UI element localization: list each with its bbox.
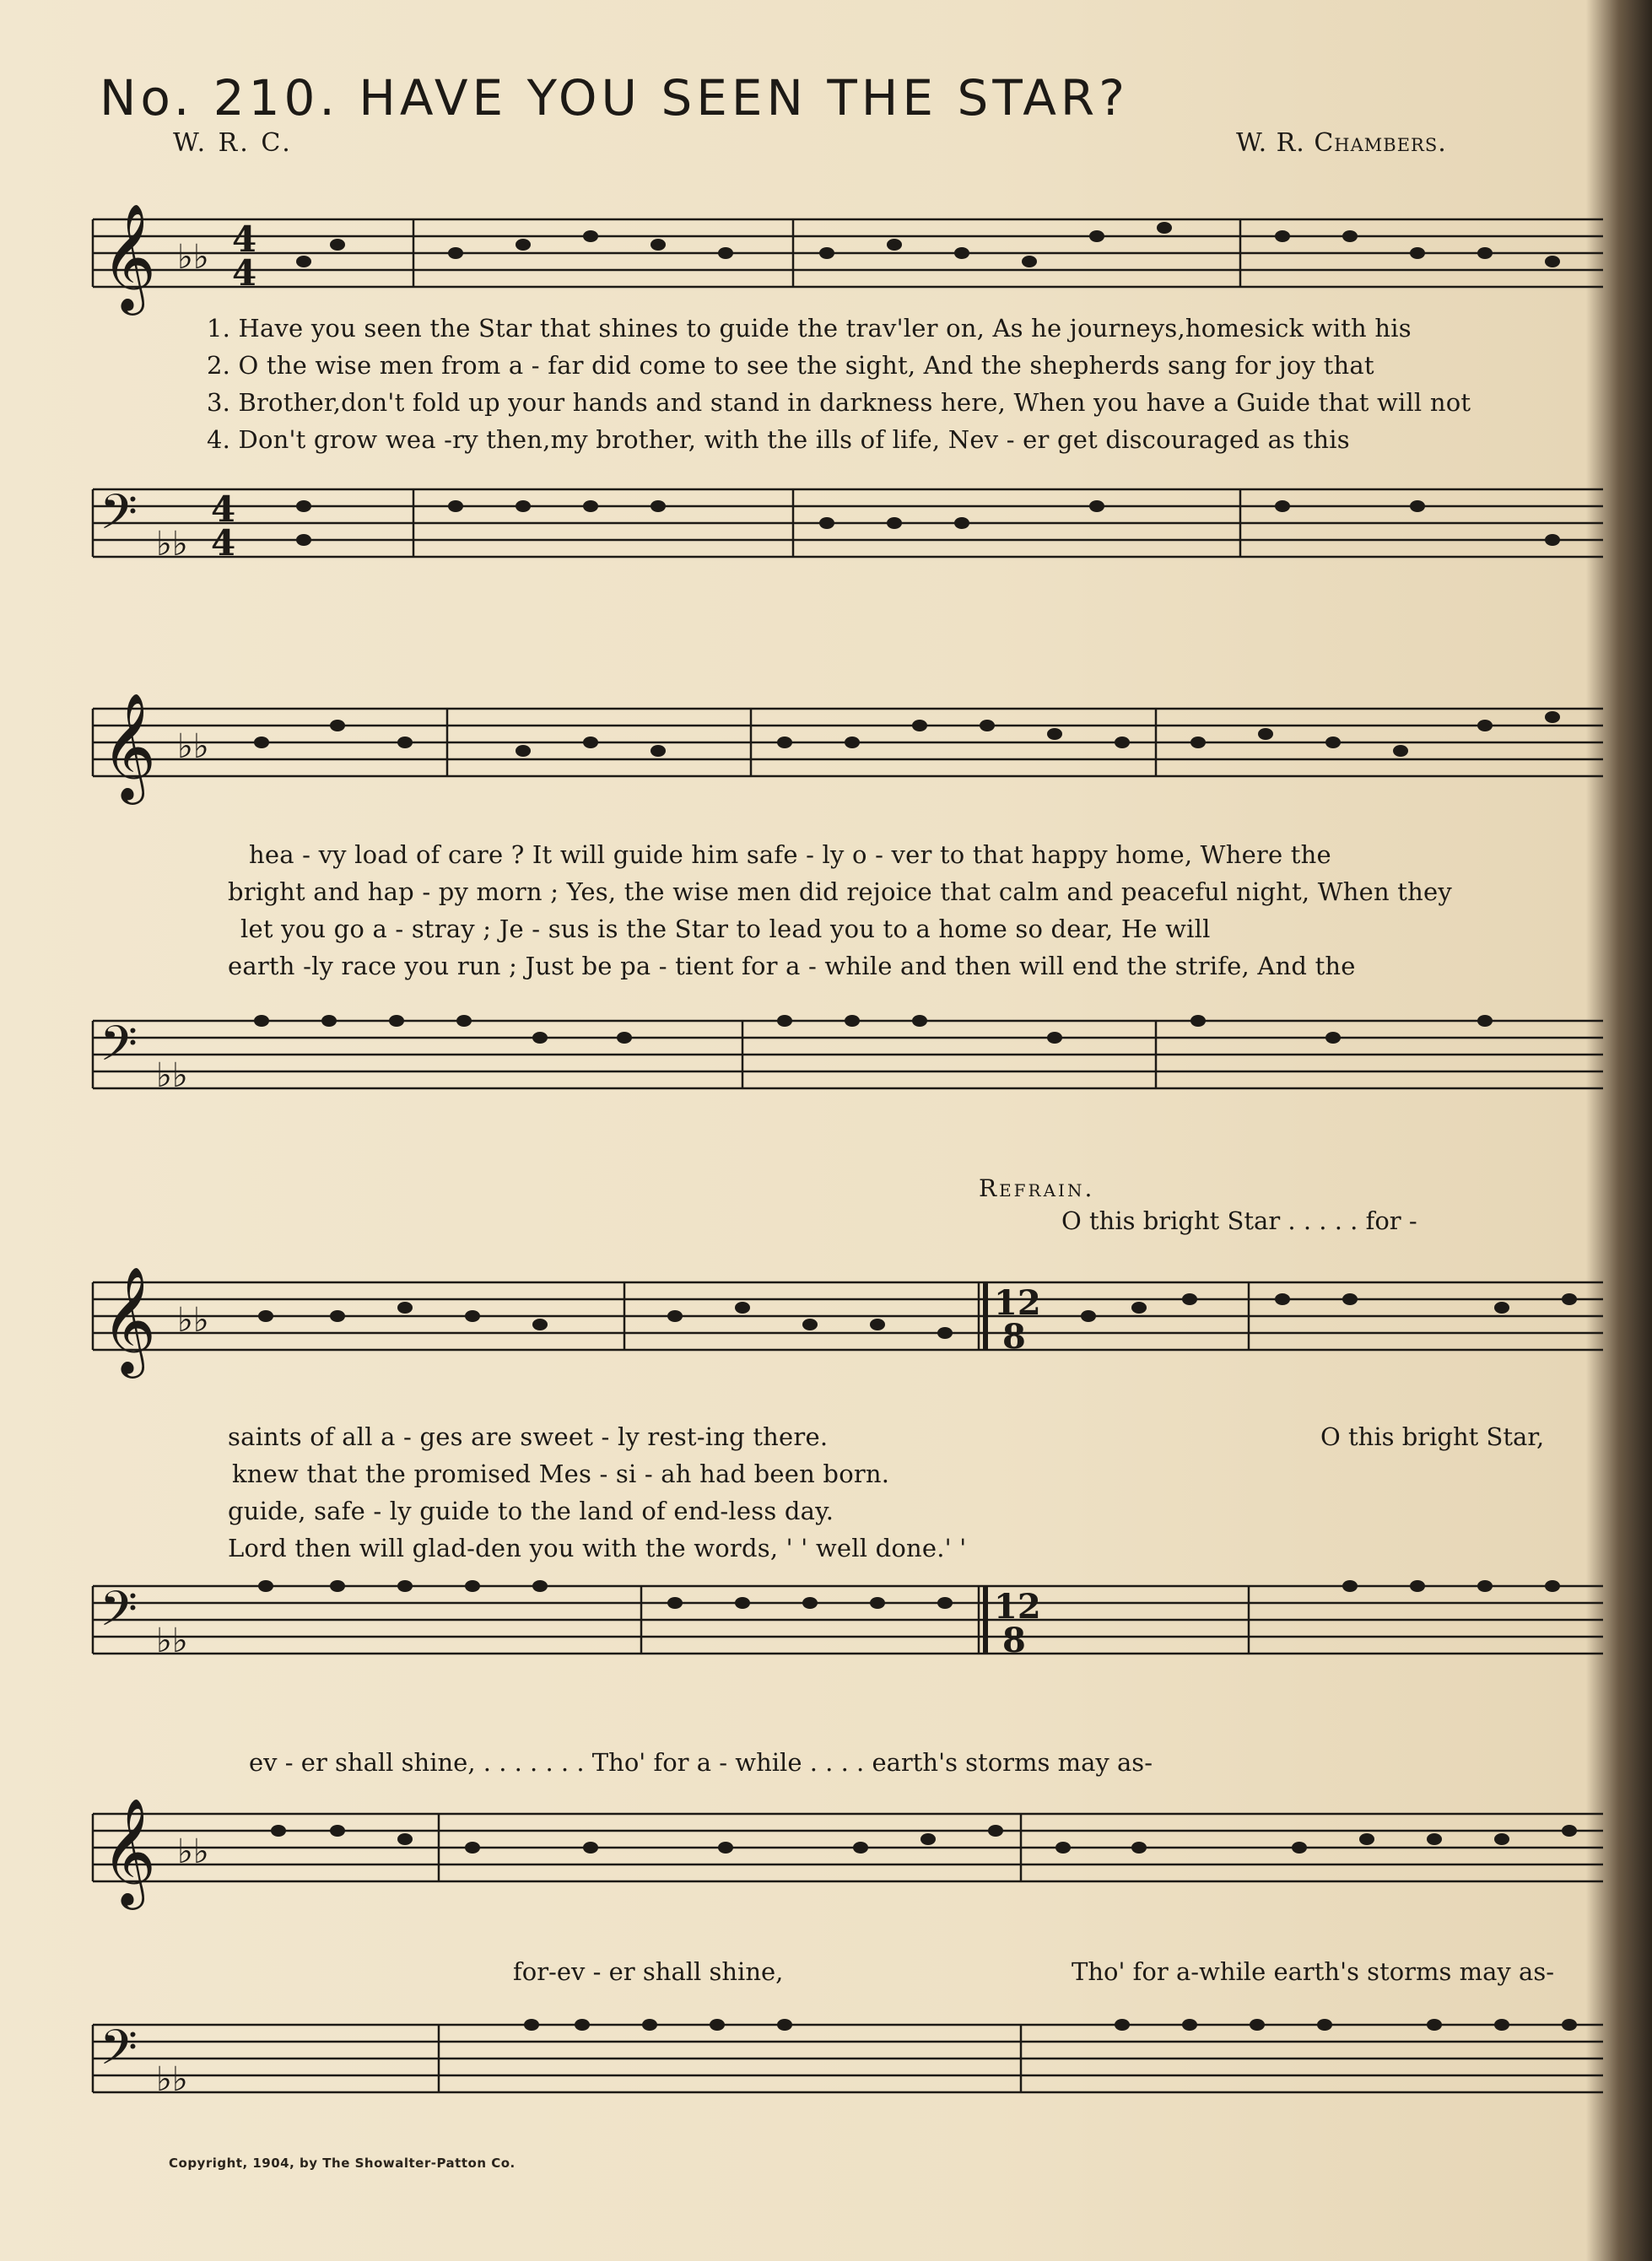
svg-text:12: 12	[994, 1283, 1041, 1323]
svg-text:𝄞: 𝄞	[101, 1265, 157, 1373]
bass-staff	[84, 2008, 1612, 2099]
verse-3-line-2: let you go a - stray ; Je - sus is the Star to lead you to a home so dear, He will	[240, 915, 1211, 943]
copyright-notice: Copyright, 1904, by The Showalter-Patton Co.	[169, 2156, 516, 2171]
verse-3-line-3: guide, safe - ly guide to the land of end-less day.	[228, 1497, 834, 1525]
verse-2-line-1: 2. O the wise men from a - far did come to see the sight, And the shepherds sang for joy that	[207, 351, 1374, 380]
svg-text:8: 8	[1002, 1621, 1026, 1660]
treble-staff	[84, 692, 1612, 800]
refrain-label: Refrain.	[979, 1174, 1095, 1202]
treble-staff	[84, 202, 1612, 310]
svg-text:♭♭: ♭♭	[156, 1056, 188, 1095]
svg-text:♭♭: ♭♭	[156, 2060, 188, 2099]
staff-lines	[84, 692, 1612, 810]
svg-text:8: 8	[1002, 1317, 1026, 1357]
svg-text:𝄢: 𝄢	[100, 1015, 138, 1084]
lyricist: W. R. C.	[173, 128, 293, 158]
svg-text:♭♭: ♭♭	[156, 1622, 188, 1660]
verse-1-line-3: saints of all a - ges are sweet - ly rest-ing there.	[228, 1422, 829, 1451]
composer: W. R. Chambers.	[1236, 128, 1447, 158]
verse-1-line-1: 1. Have you seen the Star that shines to guide the trav'ler on, As he journeys,homesick with his	[207, 314, 1412, 343]
svg-text:♭♭: ♭♭	[177, 238, 209, 277]
refrain-top-lyric: O this bright Star . . . . . for -	[1061, 1206, 1417, 1235]
verse-4-line-1: 4. Don't grow wea -ry then,my brother, with the ills of life, Nev - er get discouraged as this	[207, 425, 1350, 454]
svg-text:4: 4	[232, 219, 257, 260]
svg-text:𝄢: 𝄢	[100, 1580, 138, 1649]
treble-staff	[84, 1265, 1612, 1373]
staff-lines	[84, 2008, 1612, 2126]
svg-text:4: 4	[211, 488, 236, 530]
refrain-line-3a: for-ev - er shall shine,	[513, 1957, 784, 1986]
svg-text:𝄞: 𝄞	[101, 692, 157, 800]
refrain-line-2: ev - er shall shine, . . . . . . . Tho' for a - while . . . . earth's storms may as-	[249, 1748, 1153, 1777]
verse-3-line-1: 3. Brother,don't fold up your hands and stand in darkness here, When you have a Guide that will not	[207, 388, 1471, 417]
svg-text:𝄢: 𝄢	[100, 2019, 138, 2088]
staff-lines	[84, 1797, 1612, 1915]
refrain-line-3b: Tho' for a-while earth's storms may as-	[1072, 1957, 1554, 1986]
system-1	[84, 169, 1612, 641]
bass-staff	[84, 1004, 1612, 1095]
svg-text:𝄞: 𝄞	[101, 1797, 157, 1905]
staff-lines	[84, 1265, 1612, 1384]
verse-1-line-2: hea - vy load of care ? It will guide him safe - ly o - ver to that happy home, Where the	[249, 840, 1331, 869]
svg-text:4: 4	[211, 522, 236, 564]
svg-text:4: 4	[232, 252, 257, 294]
svg-text:♭♭: ♭♭	[177, 1301, 209, 1340]
staff-lines	[84, 1004, 1612, 1122]
svg-text:𝄢: 𝄢	[100, 483, 138, 553]
verse-2-line-2: bright and hap - py morn ; Yes, the wise men did rejoice that calm and peaceful night, When they	[228, 877, 1452, 906]
system-4	[84, 1780, 1612, 2134]
verse-4-line-2: earth -ly race you run ; Just be pa - tient for a - while and then will end the strife, And the	[228, 952, 1356, 980]
svg-text:𝄞: 𝄞	[101, 202, 157, 310]
system-2	[84, 675, 1612, 1130]
bass-staff	[84, 1569, 1612, 1660]
svg-text:♭♭: ♭♭	[177, 727, 209, 766]
verse-4-line-3: Lord then will glad-den you with the words, ' ' well done.' '	[228, 1534, 967, 1562]
svg-text:♭♭: ♭♭	[156, 525, 188, 564]
hymn-title: No. 210. HAVE YOU SEEN THE STAR?	[100, 69, 1130, 127]
svg-text:♭♭: ♭♭	[177, 1832, 209, 1871]
staff-lines	[84, 1569, 1612, 1687]
system-3	[84, 1240, 1612, 1696]
svg-text:12: 12	[994, 1587, 1041, 1627]
verse-2-line-3: knew that the promised Mes - si - ah had been born.	[232, 1460, 890, 1488]
treble-staff	[84, 1797, 1612, 1905]
staff-lines	[84, 202, 1612, 321]
staff-lines	[84, 472, 1612, 591]
bass-staff	[84, 472, 1612, 564]
refrain-echo: O this bright Star,	[1320, 1422, 1545, 1451]
